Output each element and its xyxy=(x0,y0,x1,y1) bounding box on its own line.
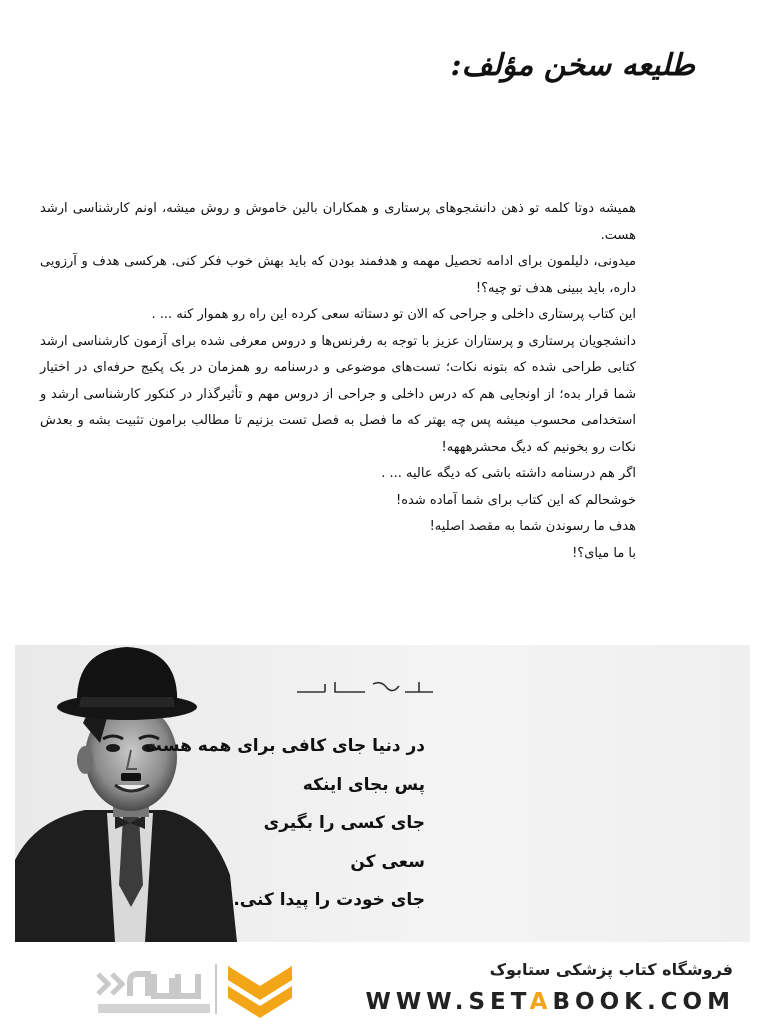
quote-line: جای کسی را بگیری xyxy=(263,813,425,833)
store-name: فروشگاه کتاب پزشکی ستابوک xyxy=(489,960,733,979)
url-part: WWW.SET xyxy=(365,989,530,1015)
store-url xyxy=(366,989,735,1015)
paragraph: دانشجویان پرستاری و پرستاران عزیز با توجه به رفرنس‌ها و دروس معرفی شده برای آزمون کارشناسی ارشد کتابی طراحی شده که بتونه نکات؛ تست‌های موضوعی و درسنامه رو همزمان در یک پکیج حرفه‌ای در اختیار شما قرار بده؛ از اونجایی هم که درس داخلی و جراحی از دروس مهم و تأثیرگذار در کنکور کارشناسی ارشد و استخدامی محسوب میشه پس چه بهتر که ما فصل به فصل تست بزنیم تا مطالب برامون تثبیت بشه و بعدش نکات رو بخونیم که دیگ محشرهههه! xyxy=(40,333,636,455)
page-heading: طلیعه سخن مؤلف: xyxy=(450,48,695,83)
preface-text xyxy=(40,196,636,567)
quote-line: در دنیا جای کافی برای همه هست xyxy=(144,736,425,756)
paragraph: هدف ما رسوندن شما به مقصد اصلیه! xyxy=(429,519,636,534)
paragraph: این کتاب پرستاری داخلی و جراحی که الان تو دستاته سعی کرده این راه رو هموار کنه ... . xyxy=(151,307,636,322)
quote-line: سعی کن xyxy=(350,851,425,872)
footer xyxy=(0,950,765,1024)
paragraph: اگر هم درسنامه داشته باشی که دیگه عالیه ... . xyxy=(381,466,636,481)
paragraph: همیشه دوتا کلمه تو ذهن دانشجوهای پرستاری و همکاران بالین خاموش و روش میشه، اونم کارشناسی ارشد هست. xyxy=(40,201,636,243)
quote-image xyxy=(15,645,750,942)
quote-text xyxy=(144,727,425,920)
paragraph: میدونی، دلیلمون برای ادامه تحصیل مهمه و هدفمند بودن که باید بهش خوب فکر کنی. هرکسی هدف و آرزویی داره، باید ببینی هدف تو چیه؟! xyxy=(40,254,636,296)
quote-line: جای خودت را پیدا کنی. xyxy=(233,890,425,910)
setabook-logo xyxy=(38,956,303,1020)
url-part: BOOK.COM xyxy=(552,989,735,1015)
signature-mark xyxy=(295,678,435,698)
quote-line: پس بجای اینکه xyxy=(302,774,425,795)
paragraph: خوشحالم که این کتاب برای شما آماده شده! xyxy=(396,492,636,508)
url-accent-letter: A xyxy=(529,989,553,1015)
paragraph: با ما میای؟! xyxy=(572,545,636,561)
